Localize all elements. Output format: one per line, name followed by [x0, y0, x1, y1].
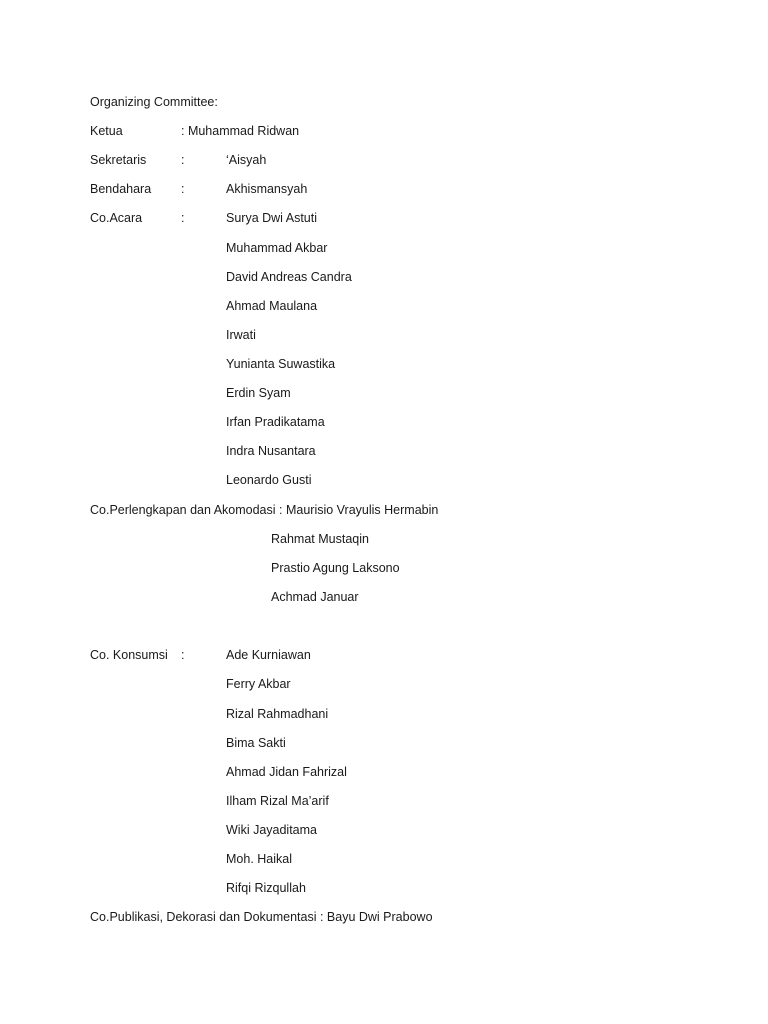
konsumsi-member: Rifqi Rizqullah — [226, 881, 306, 895]
ketua-label: Ketua — [90, 124, 123, 138]
bendahara-label: Bendahara — [90, 182, 152, 196]
konsumsi-colon: : — [181, 648, 185, 662]
perlengkapan-member: Achmad Januar — [271, 590, 359, 604]
konsumsi-member: Rizal Rahmadhani — [226, 707, 329, 721]
acara-member: David Andreas Candra — [226, 270, 352, 284]
sekretaris-label: Sekretaris — [90, 153, 147, 167]
konsumsi-label: Co. Konsumsi — [90, 648, 168, 662]
sekretaris-colon: : — [181, 153, 185, 167]
konsumsi-member: Moh. Haikal — [226, 852, 292, 866]
ketua-value: : Muhammad Ridwan — [181, 124, 300, 138]
acara-member: Muhammad Akbar — [226, 241, 328, 255]
konsumsi-member: Bima Sakti — [226, 736, 286, 750]
acara-label: Co.Acara — [90, 211, 143, 225]
acara-member: Indra Nusantara — [226, 444, 316, 458]
acara-colon: : — [181, 211, 185, 225]
bendahara-value: Akhismansyah — [226, 182, 308, 196]
perlengkapan-member: Rahmat Mustaqin — [271, 532, 369, 546]
acara-member: Leonardo Gusti — [226, 473, 312, 487]
publikasi-label: Co.Publikasi, Dekorasi dan Dokumentasi : Bayu Dwi Prabowo — [90, 910, 433, 924]
acara-member: Irfan Pradikatama — [226, 415, 325, 429]
sekretaris-value: ‘Aisyah — [226, 153, 267, 167]
bendahara-colon: : — [181, 182, 185, 196]
konsumsi-member: Ade Kurniawan — [226, 648, 311, 662]
konsumsi-member: Ahmad Jidan Fahrizal — [226, 765, 347, 779]
acara-member: Ahmad Maulana — [226, 299, 318, 313]
perlengkapan-member: Prastio Agung Laksono — [271, 561, 400, 575]
konsumsi-member: Ferry Akbar — [226, 677, 291, 691]
document-heading: Organizing Committee: — [90, 95, 218, 109]
acara-member: Irwati — [226, 328, 256, 342]
acara-member: Surya Dwi Astuti — [226, 211, 318, 225]
acara-member: Erdin Syam — [226, 386, 291, 400]
acara-member: Yunianta Suwastika — [226, 357, 336, 371]
konsumsi-member: Wiki Jayaditama — [226, 823, 317, 837]
perlengkapan-label: Co.Perlengkapan dan Akomodasi : Maurisio Vrayulis Hermabin — [90, 503, 439, 517]
konsumsi-member: Ilham Rizal Ma’arif — [226, 794, 329, 808]
